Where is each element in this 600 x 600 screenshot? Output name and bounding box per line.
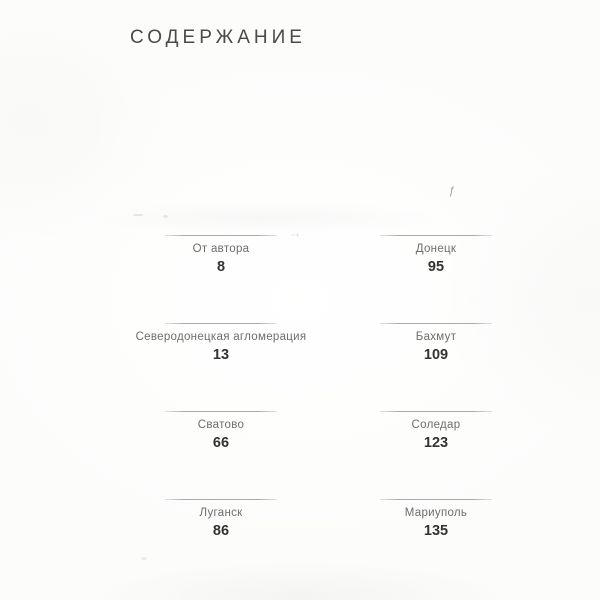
divider-line [380,411,492,412]
chapter-title: Соледар [411,419,461,431]
toc-entry [111,235,331,275]
photo-artifact [163,215,168,218]
chapter-title: Мариуполь [404,507,468,519]
toc-entry [111,411,331,451]
chapter-page-number: 135 [423,523,449,539]
toc-entry [111,499,331,539]
chapter-title: От автора [192,243,250,255]
toc-entry [111,323,331,363]
photo-artifact: ƒ [449,185,456,197]
toc-entry [326,235,546,275]
chapter-title: Бахмут [415,331,457,343]
toc-entry [326,323,546,363]
photo-artifact [133,214,143,216]
toc-entry [326,499,546,539]
divider-line [380,323,492,324]
divider-line [380,235,492,236]
divider-line [165,235,277,236]
chapter-page-number: 95 [427,259,445,275]
toc-entry [326,411,546,451]
chapter-title: Донецк [415,243,457,255]
photo-artifact: ⁻⁺ [291,232,300,241]
divider-line [165,323,277,324]
chapter-title: Луганск [199,507,243,519]
chapter-page-number: 8 [216,259,226,275]
divider-line [380,499,492,500]
chapter-title: Сватово [197,419,245,431]
divider-line [165,411,277,412]
chapter-title: Северодонецкая агломерация [135,331,307,343]
page-title: СОДЕРЖАНИЕ [130,27,306,48]
chapter-page-number: 123 [423,435,449,451]
chapter-page-number: 66 [212,435,230,451]
chapter-page-number: 86 [212,523,230,539]
chapter-page-number: 109 [423,347,449,363]
photo-artifact [141,557,147,560]
divider-line [165,499,277,500]
chapter-page-number: 13 [212,347,230,363]
